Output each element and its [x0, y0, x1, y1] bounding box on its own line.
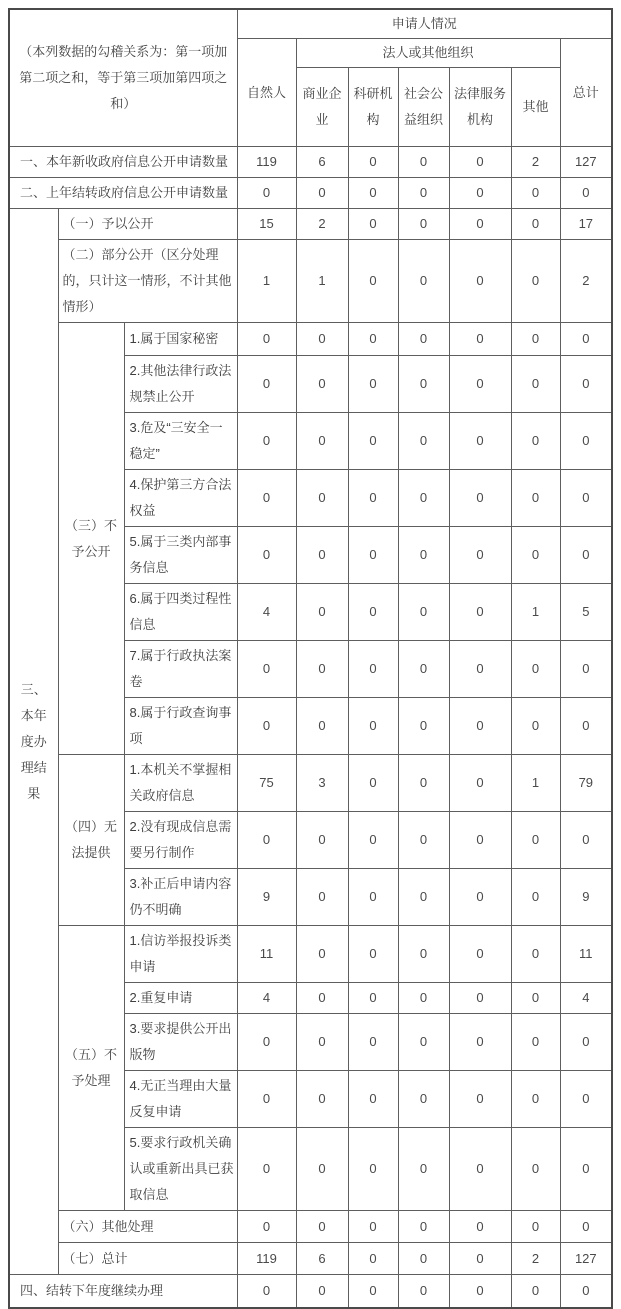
row-label: 4.无正当理由大量反复申请: [124, 1071, 237, 1128]
value-cell: 0: [348, 1014, 398, 1071]
value-cell: 15: [237, 209, 296, 240]
value-cell: 0: [560, 1211, 612, 1243]
table-row-carried-over: [9, 178, 612, 209]
value-cell: 0: [398, 641, 449, 698]
value-cell: 0: [348, 983, 398, 1014]
value-cell: 119: [237, 147, 296, 178]
value-cell: 0: [398, 1243, 449, 1275]
disclosure-applications-table: [8, 8, 613, 1309]
value-cell: 6: [296, 1243, 348, 1275]
value-cell: 0: [449, 470, 511, 527]
value-cell: 0: [449, 323, 511, 356]
value-cell: 0: [449, 147, 511, 178]
value-cell: 0: [237, 641, 296, 698]
value-cell: 0: [348, 755, 398, 812]
value-cell: 1: [511, 584, 560, 641]
value-cell: 0: [348, 698, 398, 755]
value-cell: 0: [296, 1014, 348, 1071]
value-cell: 2: [511, 1243, 560, 1275]
value-cell: 0: [296, 1128, 348, 1211]
value-cell: 4: [237, 983, 296, 1014]
value-cell: 0: [348, 1275, 398, 1308]
value-cell: 0: [398, 356, 449, 413]
value-cell: 0: [449, 983, 511, 1014]
value-cell: 75: [237, 755, 296, 812]
value-cell: 0: [296, 1071, 348, 1128]
header-row-1: [9, 9, 612, 39]
value-cell: 0: [449, 812, 511, 869]
value-cell: 0: [449, 413, 511, 470]
value-cell: 79: [560, 755, 612, 812]
value-cell: 11: [560, 926, 612, 983]
value-cell: 0: [449, 240, 511, 323]
value-cell: 0: [449, 1014, 511, 1071]
value-cell: 0: [511, 1014, 560, 1071]
value-cell: 0: [449, 178, 511, 209]
row-label: 1.本机关不掌握相关政府信息: [124, 755, 237, 812]
value-cell: 0: [296, 470, 348, 527]
row-label: （七）总计: [58, 1243, 237, 1275]
value-cell: 0: [296, 413, 348, 470]
header-applicant-status: 申请人情况: [237, 9, 612, 39]
row-label: 8.属于行政查询事项: [124, 698, 237, 755]
value-cell: 0: [348, 926, 398, 983]
value-cell: 0: [296, 641, 348, 698]
value-cell: 0: [560, 323, 612, 356]
value-cell: 0: [296, 698, 348, 755]
value-cell: 0: [237, 470, 296, 527]
value-cell: 119: [237, 1243, 296, 1275]
value-cell: 0: [560, 641, 612, 698]
value-cell: 0: [398, 413, 449, 470]
value-cell: 0: [511, 356, 560, 413]
value-cell: 0: [511, 413, 560, 470]
header-natural-person: 自然人: [237, 39, 296, 147]
value-cell: 0: [398, 869, 449, 926]
value-cell: 0: [560, 1071, 612, 1128]
header-business: 商业企业: [296, 68, 348, 147]
value-cell: 0: [398, 926, 449, 983]
value-cell: 0: [348, 812, 398, 869]
value-cell: 0: [398, 470, 449, 527]
row-label: 2.没有现成信息需要另行制作: [124, 812, 237, 869]
value-cell: 0: [348, 147, 398, 178]
value-cell: 0: [348, 1071, 398, 1128]
value-cell: 0: [348, 209, 398, 240]
value-cell: 0: [511, 1128, 560, 1211]
header-org-group: 法人或其他组织: [296, 39, 560, 68]
value-cell: 1: [296, 240, 348, 323]
row-label: 四、结转下年度继续办理: [9, 1275, 237, 1308]
group-label-not-public: （三）不予公开: [58, 323, 124, 755]
value-cell: 0: [449, 527, 511, 584]
value-cell: 0: [449, 755, 511, 812]
value-cell: 0: [237, 527, 296, 584]
value-cell: 0: [560, 698, 612, 755]
value-cell: 0: [449, 209, 511, 240]
value-cell: 2: [560, 240, 612, 323]
row-label: 5.要求行政机关确认或重新出具已获取信息: [124, 1128, 237, 1211]
table-row-subtotal: [9, 1243, 612, 1275]
row-label: 3.补正后申请内容仍不明确: [124, 869, 237, 926]
header-legal-service: 法律服务机构: [449, 68, 511, 147]
value-cell: 0: [398, 812, 449, 869]
value-cell: 0: [511, 1275, 560, 1308]
value-cell: 0: [398, 584, 449, 641]
value-cell: 0: [348, 323, 398, 356]
table-row-made-public: [9, 209, 612, 240]
value-cell: 0: [449, 1071, 511, 1128]
row-label: （六）其他处理: [58, 1211, 237, 1243]
value-cell: 0: [398, 1014, 449, 1071]
value-cell: 0: [398, 1071, 449, 1128]
value-cell: 11: [237, 926, 296, 983]
value-cell: 0: [560, 1275, 612, 1308]
table-row-carry-forward: [9, 1275, 612, 1308]
group-label-unable-provide: （四）无法提供: [58, 755, 124, 926]
value-cell: 0: [237, 698, 296, 755]
value-cell: 1: [511, 755, 560, 812]
value-cell: 0: [296, 983, 348, 1014]
value-cell: 0: [398, 755, 449, 812]
value-cell: 0: [511, 323, 560, 356]
value-cell: 0: [511, 240, 560, 323]
value-cell: 0: [398, 698, 449, 755]
value-cell: 0: [511, 869, 560, 926]
value-cell: 0: [296, 1275, 348, 1308]
value-cell: 0: [449, 1243, 511, 1275]
value-cell: 2: [296, 209, 348, 240]
table-row-not-held: [9, 755, 612, 812]
section-label-annual-results: 三、本年度办理结果: [9, 209, 58, 1275]
value-cell: 0: [398, 209, 449, 240]
value-cell: 6: [296, 147, 348, 178]
table-row-partially-public: [9, 240, 612, 323]
value-cell: 9: [237, 869, 296, 926]
row-label: 1.信访举报投诉类申请: [124, 926, 237, 983]
value-cell: 0: [296, 869, 348, 926]
row-label: 6.属于四类过程性信息: [124, 584, 237, 641]
value-cell: 0: [296, 926, 348, 983]
value-cell: 0: [237, 1014, 296, 1071]
value-cell: 0: [560, 812, 612, 869]
value-cell: 0: [237, 1071, 296, 1128]
value-cell: 0: [398, 323, 449, 356]
value-cell: 0: [511, 698, 560, 755]
value-cell: 0: [511, 641, 560, 698]
value-cell: 0: [511, 470, 560, 527]
table-row-new-received: [9, 147, 612, 178]
value-cell: 0: [348, 356, 398, 413]
row-label: 1.属于国家秘密: [124, 323, 237, 356]
value-cell: 0: [348, 178, 398, 209]
corner-note: （本列数据的勾稽关系为：第一项加第二项之和，等于第三项加第四项之和）: [9, 9, 237, 147]
value-cell: 0: [449, 1275, 511, 1308]
value-cell: 0: [296, 584, 348, 641]
value-cell: 0: [296, 356, 348, 413]
row-label: 一、本年新收政府信息公开申请数量: [9, 147, 237, 178]
value-cell: 0: [398, 147, 449, 178]
row-label: （二）部分公开（区分处理的，只计这一情形，不计其他情形）: [58, 240, 237, 323]
value-cell: 0: [348, 869, 398, 926]
value-cell: 0: [449, 584, 511, 641]
value-cell: 0: [348, 240, 398, 323]
value-cell: 0: [511, 1211, 560, 1243]
value-cell: 0: [398, 1275, 449, 1308]
value-cell: 0: [237, 812, 296, 869]
value-cell: 4: [560, 983, 612, 1014]
value-cell: 0: [237, 356, 296, 413]
value-cell: 0: [560, 356, 612, 413]
value-cell: 0: [296, 527, 348, 584]
value-cell: 0: [560, 527, 612, 584]
row-label: 3.要求提供公开出版物: [124, 1014, 237, 1071]
value-cell: 0: [449, 1211, 511, 1243]
value-cell: 0: [560, 1128, 612, 1211]
value-cell: 5: [560, 584, 612, 641]
value-cell: 0: [398, 527, 449, 584]
value-cell: 0: [560, 470, 612, 527]
value-cell: 17: [560, 209, 612, 240]
value-cell: 0: [348, 1211, 398, 1243]
value-cell: 0: [511, 926, 560, 983]
group-label-not-processed: （五）不予处理: [58, 926, 124, 1211]
value-cell: 0: [348, 1128, 398, 1211]
value-cell: 0: [237, 413, 296, 470]
row-label: 4.保护第三方合法权益: [124, 470, 237, 527]
value-cell: 0: [348, 641, 398, 698]
row-label: 5.属于三类内部事务信息: [124, 527, 237, 584]
value-cell: 0: [511, 983, 560, 1014]
value-cell: 0: [449, 698, 511, 755]
row-label: （一）予以公开: [58, 209, 237, 240]
value-cell: 9: [560, 869, 612, 926]
value-cell: 0: [237, 178, 296, 209]
value-cell: 3: [296, 755, 348, 812]
value-cell: 0: [348, 470, 398, 527]
value-cell: 0: [449, 869, 511, 926]
value-cell: 0: [511, 178, 560, 209]
value-cell: 0: [511, 1071, 560, 1128]
header-total: 总计: [560, 39, 612, 147]
row-label: 2.重复申请: [124, 983, 237, 1014]
value-cell: 0: [348, 584, 398, 641]
table-row-other-processing: [9, 1211, 612, 1243]
value-cell: 0: [511, 527, 560, 584]
header-other: 其他: [511, 68, 560, 147]
value-cell: 127: [560, 1243, 612, 1275]
value-cell: 0: [511, 209, 560, 240]
table-row-petition-complaint: [9, 926, 612, 983]
value-cell: 127: [560, 147, 612, 178]
value-cell: 0: [237, 323, 296, 356]
value-cell: 0: [560, 413, 612, 470]
value-cell: 0: [237, 1211, 296, 1243]
value-cell: 0: [398, 983, 449, 1014]
header-research: 科研机构: [348, 68, 398, 147]
value-cell: 0: [511, 812, 560, 869]
value-cell: 0: [398, 1211, 449, 1243]
value-cell: 0: [560, 1014, 612, 1071]
value-cell: 0: [449, 926, 511, 983]
value-cell: 0: [237, 1128, 296, 1211]
row-label: 2.其他法律行政法规禁止公开: [124, 356, 237, 413]
value-cell: 0: [449, 356, 511, 413]
table-row-state-secret: [9, 323, 612, 356]
row-label: 二、上年结转政府信息公开申请数量: [9, 178, 237, 209]
value-cell: 0: [398, 178, 449, 209]
value-cell: 0: [398, 1128, 449, 1211]
value-cell: 4: [237, 584, 296, 641]
value-cell: 0: [449, 1128, 511, 1211]
value-cell: 0: [348, 527, 398, 584]
value-cell: 0: [348, 413, 398, 470]
value-cell: 0: [560, 178, 612, 209]
value-cell: 2: [511, 147, 560, 178]
value-cell: 0: [296, 323, 348, 356]
value-cell: 0: [296, 812, 348, 869]
value-cell: 0: [449, 641, 511, 698]
header-public-welfare: 社会公益组织: [398, 68, 449, 147]
value-cell: 0: [398, 240, 449, 323]
value-cell: 0: [348, 1243, 398, 1275]
value-cell: 1: [237, 240, 296, 323]
row-label: 7.属于行政执法案卷: [124, 641, 237, 698]
value-cell: 0: [237, 1275, 296, 1308]
value-cell: 0: [296, 1211, 348, 1243]
row-label: 3.危及“三安全一稳定”: [124, 413, 237, 470]
value-cell: 0: [296, 178, 348, 209]
